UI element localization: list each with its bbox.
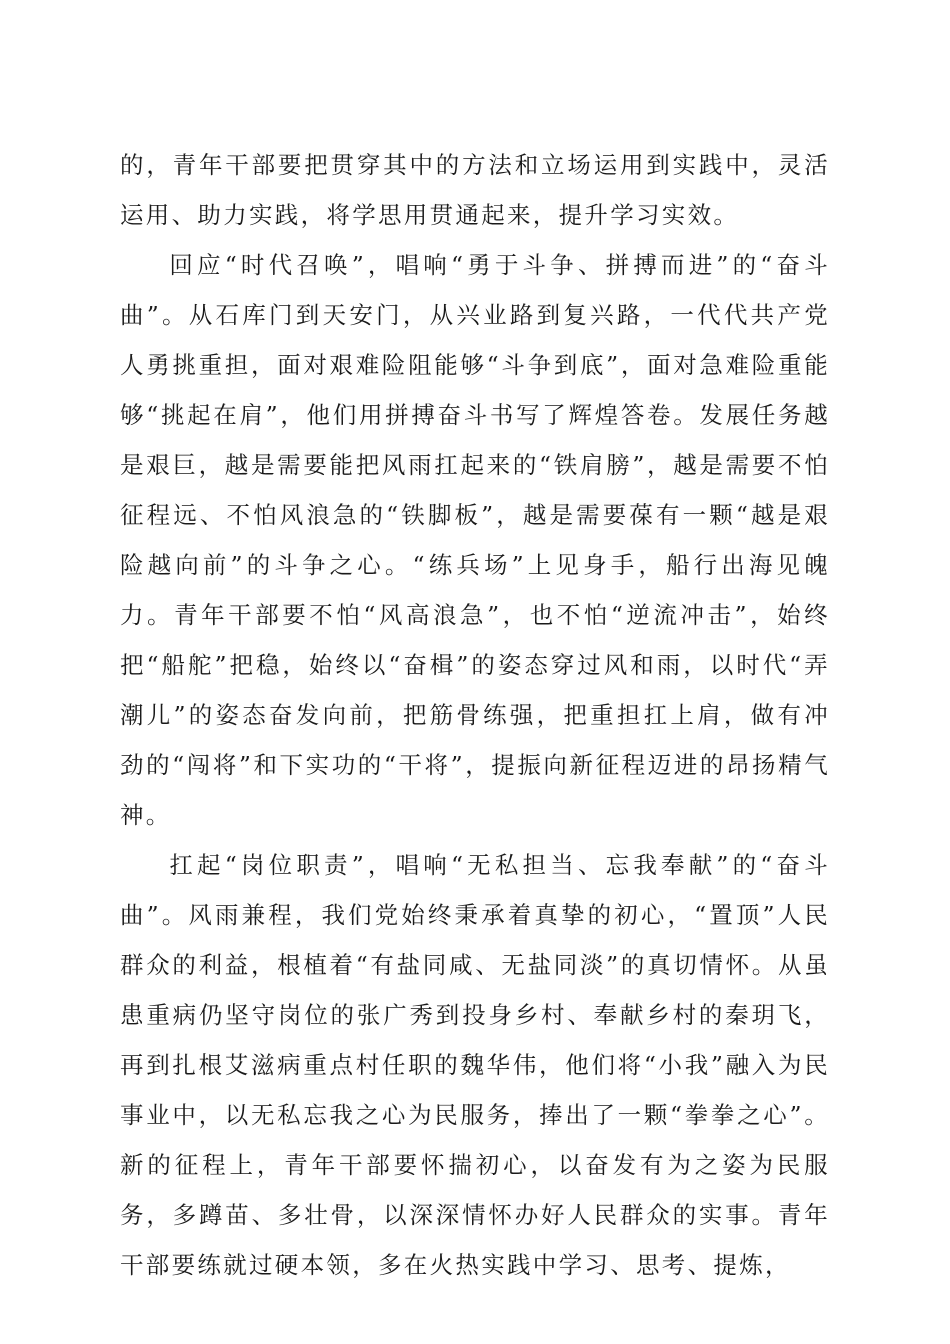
document-body — [120, 140, 830, 1290]
paragraph-post-duty: 扛起“岗位职责”，唱响“无私担当、忘我奉献”的“奋斗曲”。风雨兼程，我们党始终秉承着真挚的初心，“置顶”人民群众的利益，根植着“有盐同咸、无盐同淡”的真切情怀。从虽患重病仍坚守岗位的张广秀到投身乡村、奉献乡村的秦玥飞，再到扎根艾滋病重点村任职的魏华伟，他们将“小我”融入为民事业中，以无私忘我之心为民服务，捧出了一颗“拳拳之心”。新的征程上，青年干部要怀揣初心，以奋发有为之姿为民服务，多蹲苗、多壮骨，以深深情怀办好人民群众的实事。青年干部要练就过硬本领，多在火热实践中学习、思考、提炼， — [120, 851, 830, 1279]
paragraph-continuation: 的，青年干部要把贯穿其中的方法和立场运用到实践中，灵活运用、助力实践，将学思用贯通起来，提升学习实效。 — [120, 151, 830, 229]
paragraph-era-call: 回应“时代召唤”，唱响“勇于斗争、拼搏而进”的“奋斗曲”。从石库门到天安门，从兴业路到复兴路，一代代共产党人勇挑重担，面对艰难险阻能够“斗争到底”，面对急难险重能够“挑起在肩”，他们用拼搏奋斗书写了辉煌答卷。发展任务越是艰巨，越是需要能把风雨扛起来的“铁肩膀”，越是需要不怕征程远、不怕风浪急的“铁脚板”，越是需要葆有一颗“越是艰险越向前”的斗争之心。“练兵场”上见身手，船行出海见魄力。青年干部要不怕“风高浪急”，也不怕“逆流冲击”，始终把“船舵”把稳，始终以“奋楫”的姿态穿过风和雨，以时代“弄潮儿”的姿态奋发向前，把筋骨练强，把重担扛上肩，做有冲劲的“闯将”和下实功的“干将”，提振向新征程迈进的昂扬精气神。 — [120, 251, 830, 829]
